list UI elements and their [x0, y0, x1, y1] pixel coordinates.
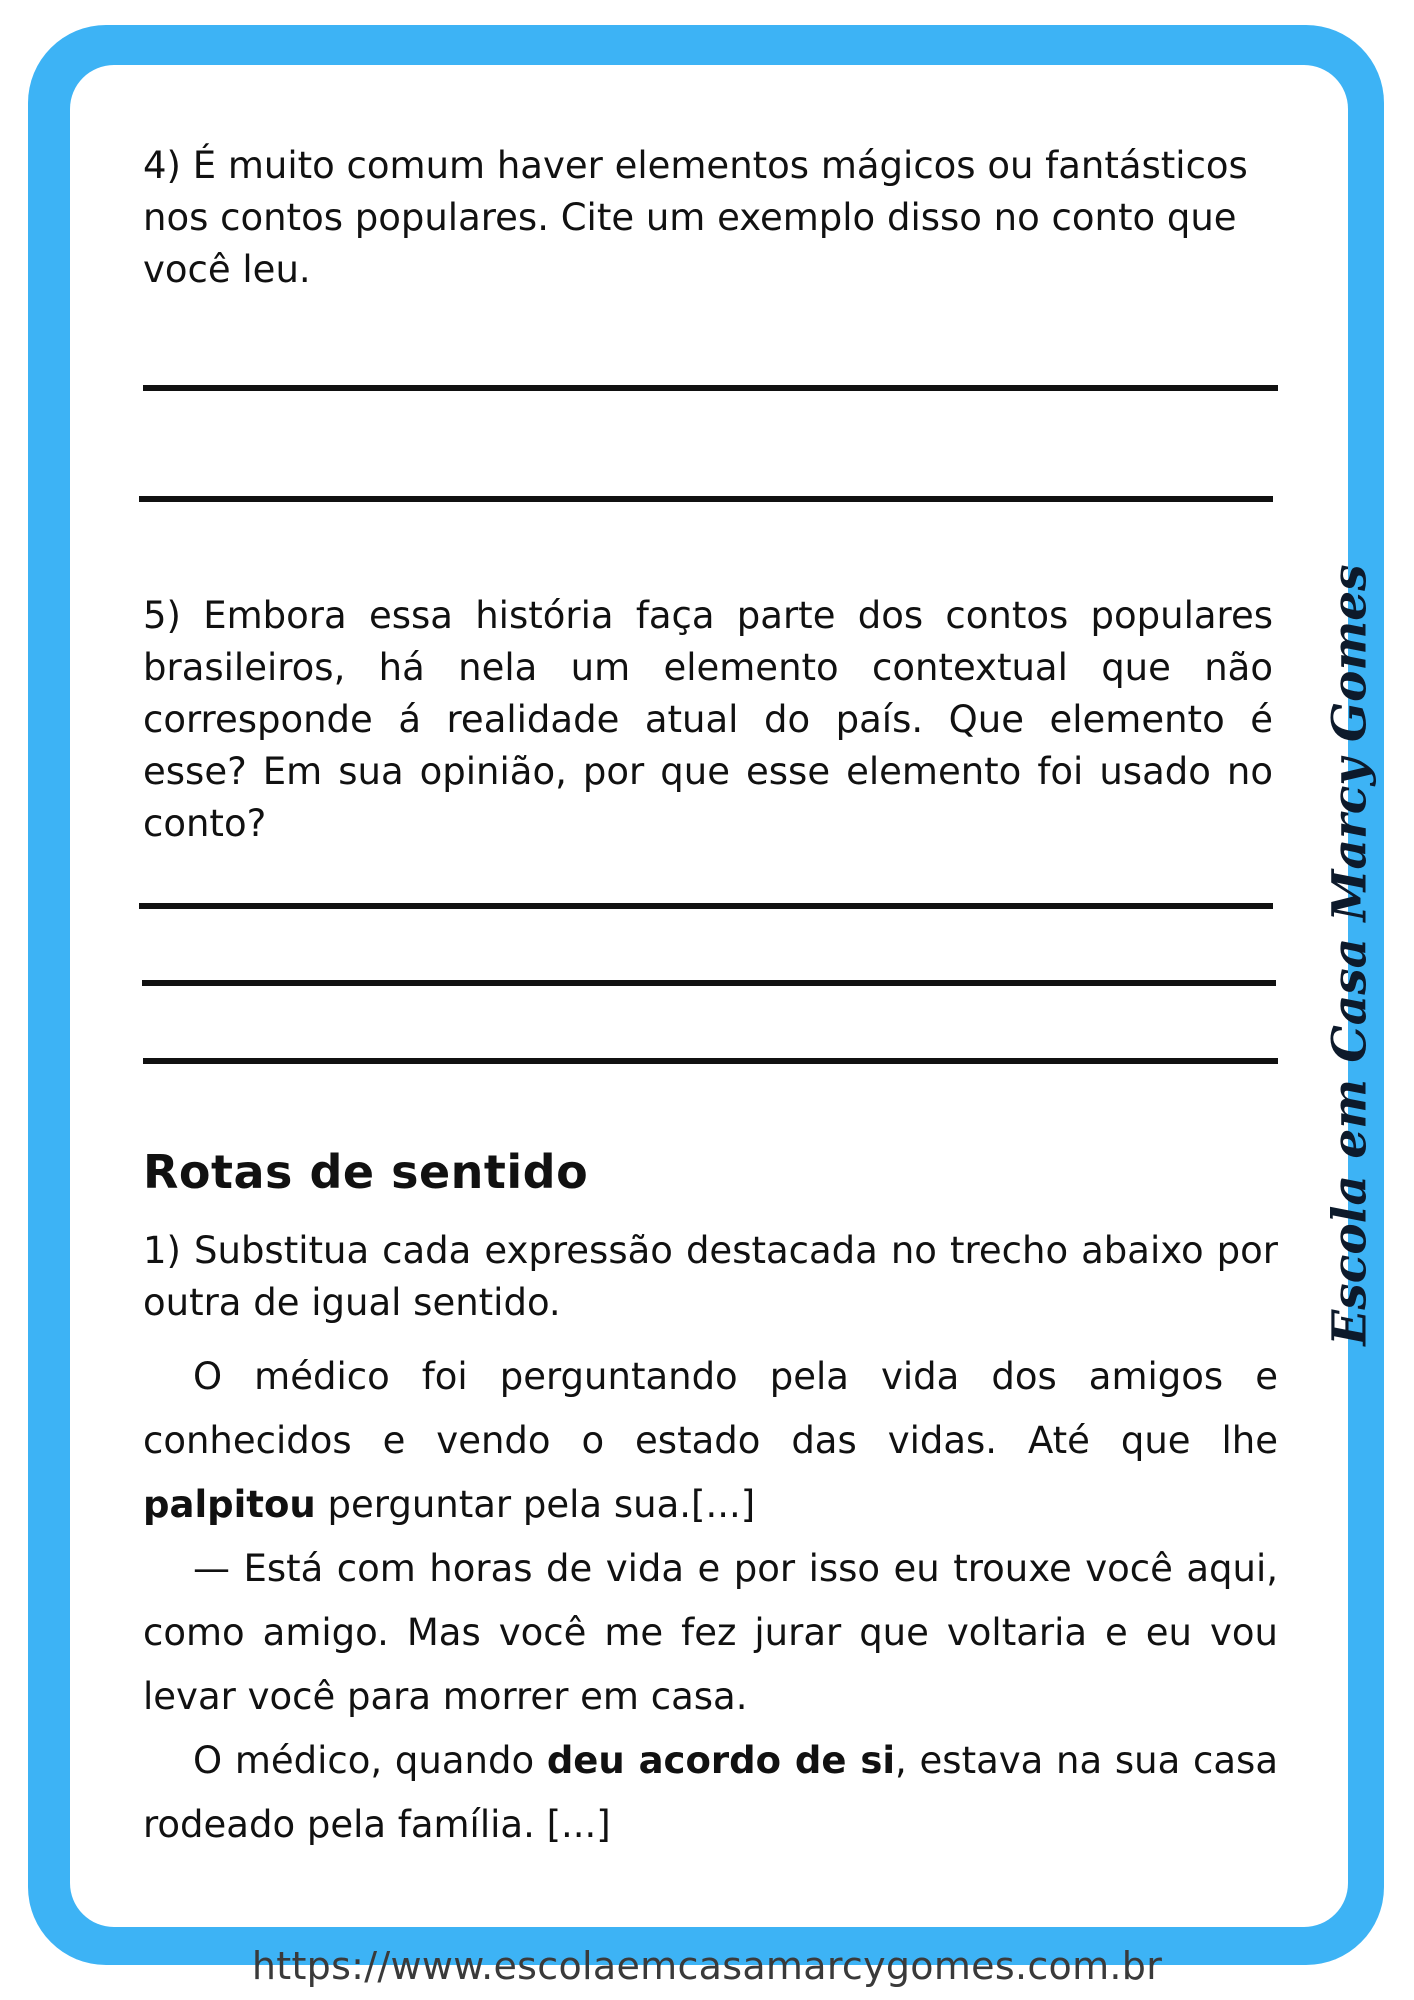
section-title: Rotas de sentido: [143, 1145, 589, 1199]
answer-line-5b[interactable]: [142, 980, 1276, 986]
question-4: 4) É muito comum haver elementos mágicos ou fantásticos nos contos populares. Cite um exemplo disso no conto que você leu.: [143, 144, 1248, 291]
answer-line-5c[interactable]: [143, 1058, 1278, 1064]
highlighted-expression: deu acordo de si: [546, 1739, 896, 1782]
answer-line-4a[interactable]: [143, 385, 1278, 391]
excerpt-paragraph-1: O médico foi perguntando pela vida dos amigos e conhecidos e vendo o estado das vidas. Até que lhe palpitou perguntar pela sua.[...]: [143, 1355, 1278, 1526]
story-excerpt: [143, 1345, 1278, 1857]
side-brand-label: Escola em Casa Marcy Gomes: [1322, 564, 1378, 1346]
highlighted-expression: palpitou: [143, 1483, 316, 1526]
answer-line-4b[interactable]: [139, 496, 1273, 502]
question-5: 5) Embora essa história faça parte dos contos populares brasileiros, há nela um elemento contextual que não corresponde á realidade atual do país. Que elemento é esse? Em sua opinião, por que esse elemento foi usado no conto?: [143, 594, 1273, 845]
footer-url[interactable]: https://www.escolaemcasamarcygomes.com.br: [251, 1944, 1163, 1988]
rotas-question-1: 1) Substitua cada expressão destacada no trecho abaixo por outra de igual sentido.: [143, 1229, 1278, 1324]
excerpt-paragraph-3: O médico, quando deu acordo de si, estava na sua casa rodeado pela família. [...]: [143, 1739, 1279, 1846]
answer-line-5a[interactable]: [139, 903, 1273, 909]
excerpt-paragraph-2: — Está com horas de vida e por isso eu trouxe você aqui, como amigo. Mas você me fez jurar que voltaria e eu vou levar você para morrer em casa.: [143, 1547, 1278, 1718]
